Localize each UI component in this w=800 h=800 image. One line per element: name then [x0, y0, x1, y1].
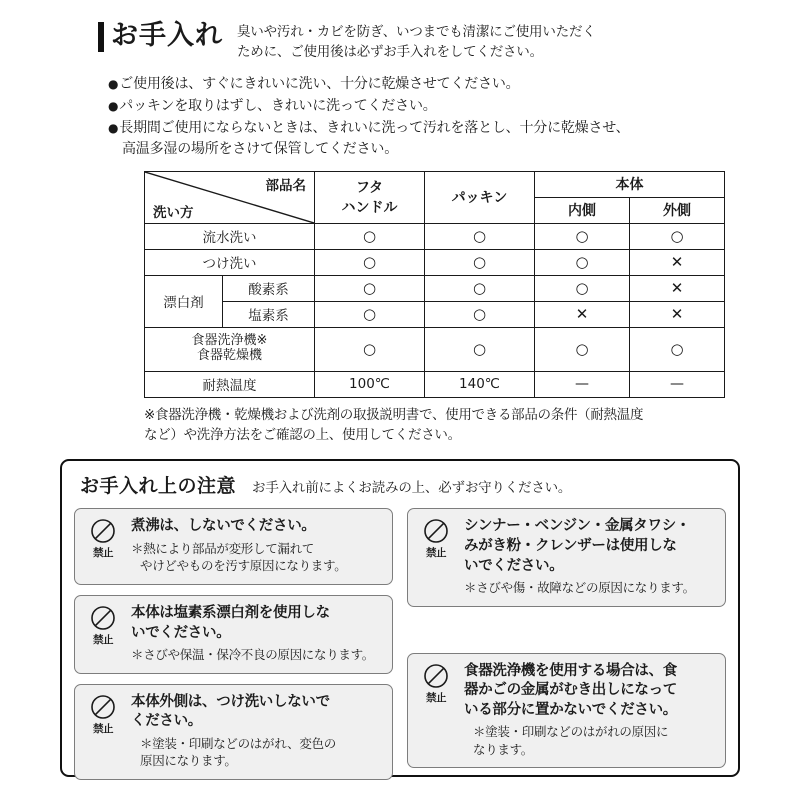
row-label-tsuke: つけ洗い	[145, 249, 315, 275]
caution-item	[74, 595, 393, 674]
caution-item-sub-line-2: やけどやものを汚す原因になります。	[140, 558, 347, 574]
prohibition-icon	[83, 518, 123, 544]
title-accent-bar	[98, 22, 104, 52]
prohibition-badge	[416, 662, 456, 759]
cell-value: —	[535, 371, 630, 397]
prohibition-badge	[83, 693, 123, 770]
caution-item-sub	[464, 723, 715, 758]
caution-item-main	[464, 662, 715, 721]
prohibition-icon	[416, 518, 456, 544]
caution-item-main: 煮沸は、しないでください。	[131, 518, 316, 535]
caution-item	[74, 684, 393, 780]
bullet-list	[108, 74, 764, 161]
caution-item-sub-line-1: ＊塗装・印刷などのはがれの原因に	[473, 724, 669, 740]
row-group-label-bleach: 漂白剤	[145, 275, 223, 327]
caution-item-main-line-2: いでください。	[131, 624, 231, 641]
prohibition-badge	[416, 517, 456, 596]
table-col-header-futa-line2: ハンドル	[341, 200, 398, 217]
prohibition-label: 禁止	[426, 691, 446, 704]
caution-item	[407, 508, 726, 606]
cell-value: ✕	[535, 301, 630, 327]
header-description-line-1: 臭いや汚れ・カビを防ぎ、いつまでも清潔にご使用いただく	[237, 24, 596, 40]
cell-value: ○	[315, 327, 425, 371]
caution-item-main-line-1: シンナー・ベンジン・金属タワシ・	[464, 518, 691, 535]
cell-value: ○	[535, 327, 630, 371]
cell-value: ✕	[630, 301, 725, 327]
bullet-icon: ●	[108, 120, 119, 135]
caution-item-text	[464, 662, 715, 759]
caution-column-left	[74, 508, 393, 779]
row-label-dishwasher	[145, 327, 315, 371]
caution-item-text	[131, 604, 382, 664]
prohibition-label: 禁止	[93, 722, 113, 735]
cell-value: ○	[535, 249, 630, 275]
cell-value: ○	[315, 301, 425, 327]
prohibition-label: 禁止	[93, 633, 113, 646]
cell-value: 100℃	[315, 371, 425, 397]
prohibition-icon	[416, 663, 456, 689]
row-label-heat-resistance: 耐熱温度	[145, 371, 315, 397]
table-footnote	[144, 405, 744, 446]
care-table-wrap	[144, 171, 724, 398]
table-footnote-line-1: ※食器洗浄機・乾燥機および洗剤の取扱説明書で、使用できる部品の条件（耐熱温度	[144, 406, 644, 423]
table-col-header-futa	[315, 171, 425, 223]
cell-value: ○	[315, 275, 425, 301]
caution-item-main-line-2: ください。	[131, 713, 202, 730]
table-col-header-pakkin: パッキン	[425, 171, 535, 223]
row-label-dishwasher-line1: 食器洗浄機※	[191, 333, 268, 349]
caution-item-text	[131, 517, 382, 575]
list-item-text: ご使用後は、すぐにきれいに洗い、十分に乾燥させてください。	[119, 76, 520, 93]
caution-item-sub-line-2: なります。	[473, 741, 534, 757]
bullet-icon: ●	[108, 77, 119, 92]
caution-item-main-line-1: 本体外側は、つけ洗いしないで	[131, 693, 330, 710]
table-col-header-hontai: 本体	[535, 171, 725, 197]
table-col-header-hontai-outer: 外側	[630, 197, 725, 223]
table-corner-bottom-label: 洗い方	[153, 204, 194, 221]
table-col-header-futa-line1: フタ	[355, 180, 384, 197]
caution-title: お手入れ上の注意	[80, 475, 237, 498]
title-text: お手入れ	[111, 19, 223, 51]
cell-value: ○	[630, 223, 725, 249]
caution-item-main-line-3: いでください。	[464, 557, 564, 574]
caution-item-main-line-1: 食器洗浄機を使用する場合は、食	[464, 662, 677, 679]
cell-value: 140℃	[425, 371, 535, 397]
cell-value: ○	[425, 249, 535, 275]
caution-item-sub-line-1: ＊さびや傷・故障などの原因になります。	[464, 580, 695, 596]
table-row	[145, 275, 725, 301]
row-label-ryusui: 流水洗い	[145, 223, 315, 249]
caution-item-main	[464, 517, 715, 576]
prohibition-badge	[83, 517, 123, 575]
caution-item-main-line-3: いる部分に置かないでください。	[464, 701, 677, 718]
caution-item-main	[131, 604, 382, 643]
table-footnote-line-2: など）や洗浄方法をご確認の上、使用してください。	[144, 427, 461, 444]
list-item	[108, 118, 764, 140]
prohibition-icon	[83, 694, 123, 720]
cell-value: ○	[315, 223, 425, 249]
header-description	[237, 20, 596, 62]
caution-item-sub-line-1: ＊熱により部品が変形して漏れて	[131, 540, 315, 556]
caution-item-main	[131, 693, 382, 732]
caution-item-sub	[131, 646, 382, 664]
cell-value: ✕	[630, 249, 725, 275]
caution-item-sub	[131, 735, 382, 770]
caution-item-sub	[464, 579, 715, 597]
header-description-line-2: ために、ご使用後は必ずお手入れをしてください。	[237, 43, 543, 60]
caution-item	[407, 653, 726, 769]
list-item	[108, 96, 764, 118]
caution-item-sub-line-2: 原因になります。	[140, 753, 237, 769]
cell-value: ○	[315, 249, 425, 275]
row-label-dishwasher-line2: 食器乾燥機	[196, 348, 262, 364]
table-row	[145, 301, 725, 327]
list-item	[108, 74, 764, 96]
table-row	[145, 327, 725, 371]
caution-item-sub	[131, 540, 382, 575]
cell-value: ○	[425, 223, 535, 249]
cell-value: ○	[425, 301, 535, 327]
cell-value: ○	[630, 327, 725, 371]
prohibition-label: 禁止	[426, 547, 446, 560]
prohibition-badge	[83, 604, 123, 664]
row-label-enso: 塩素系	[223, 301, 315, 327]
caution-item-sub-line-1: ＊塗装・印刷などのはがれ、変色の	[140, 735, 336, 751]
caution-header	[80, 471, 726, 498]
caution-item-text	[131, 693, 382, 770]
page-title	[98, 20, 223, 52]
table-row	[145, 223, 725, 249]
table-corner-top-label: 部品名	[265, 177, 306, 194]
caution-item-main-line-2: 器かごの金属がむき出しになって	[464, 682, 677, 699]
caution-item-main-line-2: みがき粉・クレンザーは使用しな	[464, 537, 677, 554]
caution-column-right	[407, 508, 726, 779]
list-item-text-continued: 高温多湿の場所をさけて保管してください。	[122, 141, 398, 158]
list-item-text: 長期間ご使用にならないときは、きれいに洗って汚れを落とし、十分に乾燥させ、	[119, 119, 630, 136]
caution-panel	[60, 459, 740, 777]
cell-value: ○	[535, 223, 630, 249]
caution-item-main-line-1: 本体は塩素系漂白剤を使用しな	[131, 604, 330, 621]
cell-value: ○	[425, 327, 535, 371]
caution-item-text	[464, 517, 715, 596]
cell-value: —	[630, 371, 725, 397]
caution-item-sub-line-1: ＊さびや保温・保冷不良の原因になります。	[131, 647, 375, 663]
header	[98, 20, 764, 62]
caution-subtitle: お手入れ前によくお読みの上、必ずお守りください。	[252, 480, 572, 497]
cell-value: ○	[535, 275, 630, 301]
prohibition-icon	[83, 605, 123, 631]
row-label-sanso: 酸素系	[223, 275, 315, 301]
table-col-header-hontai-inner: 内側	[535, 197, 630, 223]
table-row	[145, 249, 725, 275]
table-corner-cell	[145, 171, 315, 223]
prohibition-label: 禁止	[93, 547, 113, 560]
caution-columns	[74, 508, 726, 779]
table-row	[145, 371, 725, 397]
list-item-text: パッキンを取りはずし、きれいに洗ってください。	[119, 97, 437, 114]
caution-item	[74, 508, 393, 585]
cell-value: ○	[425, 275, 535, 301]
care-table	[144, 171, 725, 398]
cell-value: ✕	[630, 275, 725, 301]
bullet-icon: ●	[108, 98, 119, 113]
table-header-row	[145, 171, 725, 197]
